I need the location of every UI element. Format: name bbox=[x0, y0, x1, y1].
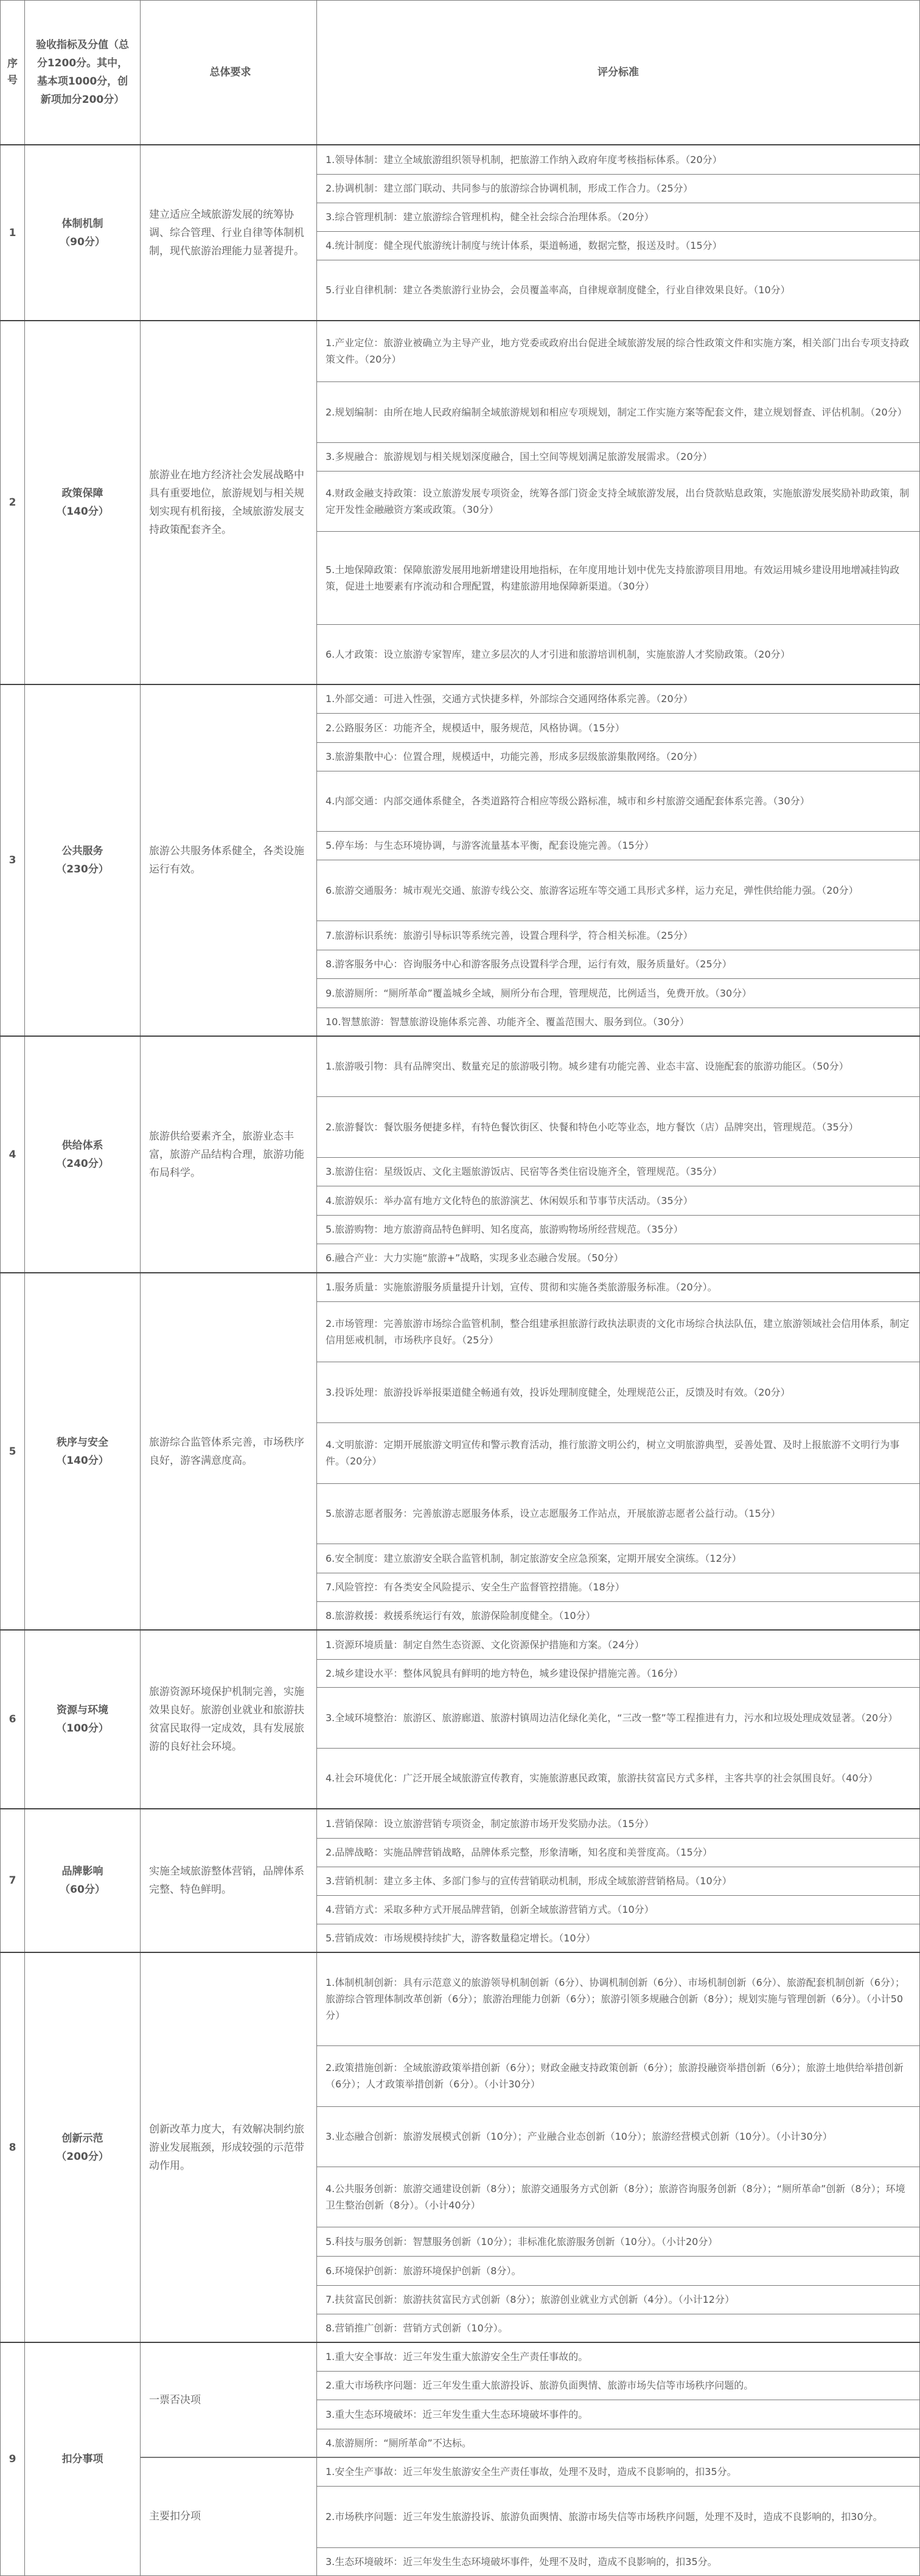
criteria-item: 4.营销方式：采取多种方式开展品牌营销，创新全域旅游营销方式。（10分） bbox=[317, 1895, 920, 1924]
indicator-name: 扣分事项 bbox=[61, 2452, 103, 2465]
section-number: 2 bbox=[1, 321, 25, 684]
criteria-item: 6.安全制度：建立旅游安全联合监管机制，制定旅游安全应急预案，定期开展安全演练。（12分） bbox=[317, 1544, 920, 1573]
criteria-item: 1.产业定位：旅游业被确立为主导产业，地方党委或政府出台促进全域旅游发展的综合性政策文件和实施方案，相关部门出台专项支持政策文件。（20分） bbox=[317, 321, 920, 381]
criteria-item: 7.扶贫富民创新：旅游扶贫富民方式创新（8分）；旅游创业就业方式创新（4分）。（小计12分） bbox=[317, 2285, 920, 2314]
criteria-item: 2.品牌战略：实施品牌营销战略，品牌体系完整，形象清晰，知名度和美誉度高。（15分） bbox=[317, 1838, 920, 1867]
section-number: 5 bbox=[1, 1273, 25, 1630]
criteria-item: 5.科技与服务创新：智慧服务创新（10分）；非标准化旅游服务创新（10分）。（小计20分） bbox=[317, 2227, 920, 2256]
criteria-item: 2.旅游餐饮：餐饮服务便捷多样，有特色餐饮街区、快餐和特色小吃等业态，地方餐饮（店）品牌突出，管理规范。（35分） bbox=[317, 1096, 920, 1157]
section-indicator bbox=[25, 321, 141, 684]
criteria-item: 4.文明旅游：定期开展旅游文明宣传和警示教育活动，推行旅游文明公约，树立文明旅游典型，妥善处置、及时上报旅游不文明行为事件。（20分） bbox=[317, 1422, 920, 1483]
criteria-item: 2.公路服务区：功能齐全，规模适中，服务规范，风格协调。（15分） bbox=[317, 713, 920, 742]
criteria-item: 4.旅游娱乐：举办富有地方文化特色的旅游演艺、休闲娱乐和节事节庆活动。（35分） bbox=[317, 1186, 920, 1215]
indicator-name: 品牌影响 bbox=[61, 1865, 103, 1878]
criteria-item: 1.外部交通：可进入性强，交通方式快捷多样，外部综合交通网络体系完善。（20分） bbox=[317, 684, 920, 713]
header-indicator: 验收指标及分值（总分1200分。其中，基本项1000分，创新项加分200分） bbox=[25, 1, 141, 145]
section-number: 9 bbox=[1, 2342, 25, 2575]
criteria-item: 5.停车场：与生态环境协调，与游客流量基本平衡，配套设施完善。（15分） bbox=[317, 831, 920, 860]
section-indicator bbox=[25, 1809, 141, 1952]
indicator-score: （140分） bbox=[56, 1454, 109, 1467]
criteria-item: 6.融合产业：大力实施“旅游+”战略，实现多业态融合发展。（50分） bbox=[317, 1244, 920, 1273]
table-row bbox=[1, 321, 920, 381]
section-indicator bbox=[25, 1952, 141, 2342]
section-number: 3 bbox=[1, 684, 25, 1036]
indicator-name: 政策保障 bbox=[61, 487, 103, 500]
criteria-item: 5.旅游志愿者服务：完善旅游志愿服务体系，设立志愿服务工作站点，开展旅游志愿者公益行动。（15分） bbox=[317, 1483, 920, 1544]
criteria-item: 10.智慧旅游：智慧旅游设施体系完善、功能齐全、覆盖范围大、服务到位。（30分） bbox=[317, 1008, 920, 1036]
criteria-item: 3.业态融合创新：旅游发展模式创新（10分）；产业融合业态创新（10分）；旅游经营模式创新（10分）。（小计30分） bbox=[317, 2106, 920, 2167]
table-body bbox=[1, 145, 920, 2575]
table-row bbox=[1, 1036, 920, 1096]
criteria-item: 5.旅游购物：地方旅游商品特色鲜明、知名度高，旅游购物场所经营规范。（35分） bbox=[317, 1215, 920, 1244]
criteria-item: 5.行业自律机制：建立各类旅游行业协会，会员覆盖率高，自律规章制度健全，行业自律效果良好。（10分） bbox=[317, 260, 920, 321]
criteria-item: 1.旅游吸引物：具有品牌突出、数量充足的旅游吸引物。城乡建有功能完善、业态丰富、设施配套的旅游功能区。（50分） bbox=[317, 1036, 920, 1096]
criteria-item: 1.体制机制创新：具有示范意义的旅游领导机制创新（6分）、协调机制创新（6分）、市场机制创新（6分）、旅游配套机制创新（6分）；旅游综合管理体制改革创新（6分）；旅游治理能力创新（6分）；旅游引领多规融合创新（8分）；规划实施与管理创新（6分）。（小计50分） bbox=[317, 1952, 920, 2045]
criteria-item: 8.游客服务中心：咨询服务中心和游客服务点设置科学合理，运行有效，服务质量好。（25分） bbox=[317, 950, 920, 978]
indicator-score: （240分） bbox=[56, 1157, 109, 1170]
criteria-item: 1.领导体制：建立全域旅游组织领导机制，把旅游工作纳入政府年度考核指标体系。（20分） bbox=[317, 145, 920, 174]
table-row bbox=[1, 2342, 920, 2371]
criteria-item: 2.城乡建设水平：整体风貌具有鲜明的地方特色，城乡建设保护措施完善。（16分） bbox=[317, 1659, 920, 1687]
section-indicator bbox=[25, 684, 141, 1036]
criteria-item: 2.规划编制：由所在地人民政府编制全域旅游规划和相应专项规划，制定工作实施方案等配套文件，建立规划督查、评估机制。（20分） bbox=[317, 381, 920, 442]
section-number: 8 bbox=[1, 1952, 25, 2342]
criteria-item: 3.全域环境整治：旅游区、旅游廊道、旅游村镇周边洁化绿化美化，“三改一整”等工程推进有力，污水和垃圾处理成效显著。（20分） bbox=[317, 1687, 920, 1748]
criteria-item: 7.风险管控：有各类安全风险提示、安全生产监督管控措施。（18分） bbox=[317, 1573, 920, 1601]
criteria-item: 6.人才政策：设立旅游专家智库，建立多层次的人才引进和旅游培训机制，实施旅游人才奖励政策。（20分） bbox=[317, 624, 920, 684]
table-row bbox=[1, 145, 920, 174]
criteria-item: 1.资源环境质量：制定自然生态资源、文化资源保护措施和方案。（24分） bbox=[317, 1630, 920, 1659]
criteria-item: 2.协调机制：建立部门联动、共同参与的旅游综合协调机制，形成工作合力。（25分） bbox=[317, 174, 920, 203]
criteria-item: 2.市场管理：完善旅游市场综合监管机制，整合组建承担旅游行政执法职责的文化市场综合执法队伍，建立旅游领域社会信用体系，制定信用惩戒机制，市场秩序良好。（25分） bbox=[317, 1301, 920, 1362]
indicator-score: （200分） bbox=[56, 2150, 109, 2163]
deduction-group-label: 一票否决项 bbox=[141, 2342, 317, 2457]
criteria-item: 4.社会环境优化：广泛开展全域旅游宣传教育，实施旅游惠民政策，旅游扶贫富民方式多样，主客共享的社会氛围良好。（40分） bbox=[317, 1748, 920, 1809]
criteria-item: 9.旅游厕所：“厕所革命”覆盖城乡全域，厕所分布合理，管理规范，比例适当，免费开放。（30分） bbox=[317, 978, 920, 1008]
section-number: 1 bbox=[1, 145, 25, 321]
section-requirement: 旅游供给要素齐全，旅游业态丰富，旅游产品结构合理，旅游功能布局科学。 bbox=[141, 1036, 317, 1273]
section-requirement: 旅游业在地方经济社会发展战略中具有重要地位，旅游规划与相关规划实现有机衔接，全域旅游发展支持政策配套齐全。 bbox=[141, 321, 317, 684]
section-requirement: 实施全域旅游整体营销，品牌体系完整、特色鲜明。 bbox=[141, 1809, 317, 1952]
indicator-name: 体制机制 bbox=[61, 217, 103, 230]
criteria-item: 3.旅游集散中心：位置合理，规模适中，功能完善，形成多层级旅游集散网络。（20分） bbox=[317, 742, 920, 771]
criteria-item: 3.重大生态环境破坏：近三年发生重大生态环境破坏事件的。 bbox=[317, 2400, 920, 2429]
table-row bbox=[1, 1273, 920, 1301]
criteria-item: 2.政策措施创新：全域旅游政策举措创新（6分）；财政金融支持政策创新（6分）；旅游投融资举措创新（6分）；旅游土地供给举措创新（6分）；人才政策举措创新（6分）。（小计30分） bbox=[317, 2045, 920, 2106]
table-header-row bbox=[1, 1, 920, 145]
indicator-score: （140分） bbox=[56, 506, 109, 518]
criteria-item: 4.内部交通：内部交通体系健全，各类道路符合相应等级公路标准，城市和乡村旅游交通配套体系完善。（30分） bbox=[317, 771, 920, 831]
header-requirement: 总体要求 bbox=[141, 1, 317, 145]
criteria-item: 2.市场秩序问题：近三年发生旅游投诉、旅游负面舆情、旅游市场失信等市场秩序问题，处理不及时，造成不良影响的，扣30分。 bbox=[317, 2486, 920, 2547]
section-number: 7 bbox=[1, 1809, 25, 1952]
criteria-item: 7.旅游标识系统：旅游引导标识等系统完善，设置合理科学，符合相关标准。（25分） bbox=[317, 921, 920, 950]
indicator-score: （90分） bbox=[60, 235, 105, 248]
header-criteria: 评分标准 bbox=[317, 1, 920, 145]
section-number: 4 bbox=[1, 1036, 25, 1273]
section-requirement: 建立适应全域旅游发展的统筹协调、综合管理、行业自律等体制机制，现代旅游治理能力显著提升。 bbox=[141, 145, 317, 321]
table-row bbox=[1, 1809, 920, 1838]
section-indicator bbox=[25, 2342, 141, 2575]
indicator-name: 秩序与安全 bbox=[57, 1436, 108, 1449]
indicator-name: 资源与环境 bbox=[57, 1704, 108, 1716]
criteria-item: 1.重大安全事故：近三年发生重大旅游安全生产责任事故的。 bbox=[317, 2342, 920, 2371]
criteria-item: 6.环境保护创新：旅游环境保护创新（8分）。 bbox=[317, 2256, 920, 2285]
section-requirement: 旅游公共服务体系健全，各类设施运行有效。 bbox=[141, 684, 317, 1036]
criteria-item: 4.财政金融支持政策：设立旅游发展专项资金，统筹各部门资金支持全域旅游发展，出台贷款贴息政策，实施旅游发展奖励补助政策，制定开发性金融融资方案或政策。（30分） bbox=[317, 471, 920, 531]
table-row bbox=[1, 1630, 920, 1659]
indicator-name: 供给体系 bbox=[61, 1139, 103, 1152]
criteria-item: 4.统计制度：健全现代旅游统计制度与统计体系，渠道畅通，数据完整，报送及时。（15分） bbox=[317, 231, 920, 260]
section-indicator bbox=[25, 1036, 141, 1273]
section-indicator bbox=[25, 1273, 141, 1630]
section-indicator bbox=[25, 145, 141, 321]
criteria-item: 4.公共服务创新：旅游交通建设创新（8分）；旅游交通服务方式创新（8分）；旅游咨询服务创新（8分）；“厕所革命”创新（8分）；环境卫生整治创新（8分）。（小计40分） bbox=[317, 2167, 920, 2227]
indicator-score: （60分） bbox=[60, 1884, 105, 1896]
criteria-item: 8.营销推广创新：营销方式创新（10分）。 bbox=[317, 2314, 920, 2342]
indicator-score: （230分） bbox=[56, 863, 109, 875]
criteria-item: 1.安全生产事故：近三年发生旅游安全生产责任事故，处理不及时，造成不良影响的，扣35分。 bbox=[317, 2457, 920, 2486]
criteria-item: 3.多规融合：旅游规划与相关规划深度融合，国土空间等规划满足旅游发展需求。（20分） bbox=[317, 442, 920, 471]
section-indicator bbox=[25, 1630, 141, 1809]
section-number: 6 bbox=[1, 1630, 25, 1809]
header-seq: 序号 bbox=[1, 1, 25, 145]
criteria-item: 2.重大市场秩序问题：近三年发生重大旅游投诉、旅游负面舆情、旅游市场失信等市场秩序问题的。 bbox=[317, 2371, 920, 2400]
criteria-item: 8.旅游救援：救援系统运行有效，旅游保险制度健全。（10分） bbox=[317, 1601, 920, 1630]
table-row bbox=[1, 1952, 920, 2045]
section-requirement: 创新改革力度大，有效解决制约旅游业发展瓶颈，形成较强的示范带动作用。 bbox=[141, 1952, 317, 2342]
indicator-score: （100分） bbox=[56, 1722, 109, 1735]
criteria-item: 3.营销机制：建立多主体、多部门参与的宣传营销联动机制，形成全域旅游营销格局。（10分） bbox=[317, 1867, 920, 1895]
criteria-item: 1.服务质量：实施旅游服务质量提升计划，宣传、贯彻和实施各类旅游服务标准。（20分）。 bbox=[317, 1273, 920, 1301]
criteria-item: 4.旅游厕所：“厕所革命”不达标。 bbox=[317, 2429, 920, 2457]
criteria-item: 5.营销成效：市场规模持续扩大，游客数量稳定增长。（10分） bbox=[317, 1924, 920, 1952]
indicator-name: 公共服务 bbox=[61, 845, 103, 857]
indicator-name: 创新示范 bbox=[61, 2132, 103, 2145]
deduction-group-label: 主要扣分项 bbox=[141, 2457, 317, 2575]
section-requirement: 旅游资源环境保护机制完善，实施效果良好。旅游创业就业和旅游扶贫富民取得一定成效，具有发展旅游的良好社会环境。 bbox=[141, 1630, 317, 1809]
criteria-item: 3.投诉处理：旅游投诉举报渠道健全畅通有效，投诉处理制度健全，处理规范公正，反馈及时有效。（20分） bbox=[317, 1362, 920, 1422]
table-row bbox=[1, 684, 920, 713]
criteria-item: 6.旅游交通服务：城市观光交通、旅游专线公交、旅游客运班车等交通工具形式多样，运力充足，弹性供给能力强。（20分） bbox=[317, 860, 920, 921]
criteria-item: 3.生态环境破坏：近三年发生生态环境破坏事件，处理不及时，造成不良影响的，扣35分。 bbox=[317, 2547, 920, 2575]
section-requirement: 旅游综合监管体系完善，市场秩序良好，游客满意度高。 bbox=[141, 1273, 317, 1630]
criteria-item: 3.旅游住宿：星级饭店、文化主题旅游饭店、民宿等各类住宿设施齐全，管理规范。（35分） bbox=[317, 1157, 920, 1186]
criteria-item: 1.营销保障：设立旅游营销专项资金，制定旅游市场开发奖励办法。（15分） bbox=[317, 1809, 920, 1838]
criteria-item: 5.土地保障政策：保障旅游发展用地新增建设用地指标，在年度用地计划中优先支持旅游项目用地。有效运用城乡建设用地增减挂钩政策，促进土地要素有序流动和合理配置，构建旅游用地保障新渠道。（30分） bbox=[317, 531, 920, 624]
criteria-item: 3.综合管理机制：建立旅游综合管理机构，健全社会综合治理体系。（20分） bbox=[317, 203, 920, 231]
